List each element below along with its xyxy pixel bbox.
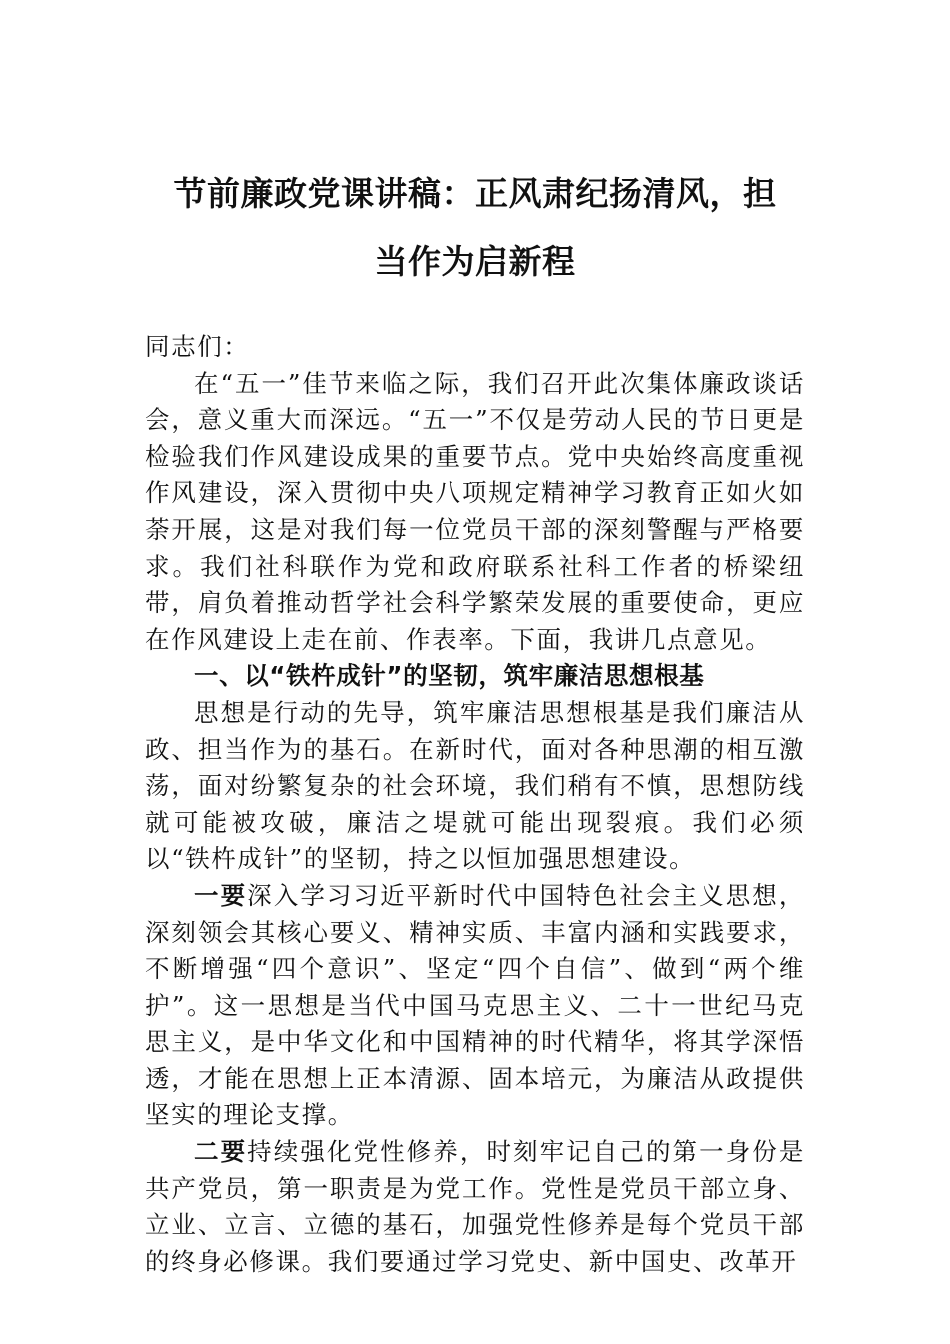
title-line-2: 当作为启新程 xyxy=(374,242,576,281)
salutation: 同志们： xyxy=(145,332,250,361)
section-1-paragraph: 思想是行动的先导，筑牢廉洁思想根基是我们廉洁从政、担当作为的基石。在新时代，面对各种思潮的相互激荡，面对纷繁复杂的社会环境，我们稍有不慎，思想防线就可能被攻破，廉洁之堤就可能出现裂痕。我们必须以“铁杵成针”的坚韧，持之以恒加强思想建设。 xyxy=(145,697,805,874)
document-title xyxy=(145,160,805,296)
point-2-lead: 二要 xyxy=(194,1137,248,1167)
title-line-1: 节前廉政党课讲稿：正风肃纪扬清风，担 xyxy=(173,174,777,213)
point-2-text: 持续强化党性修养，时刻牢记自己的第一身份是共产党员，第一职责是为党工作。党性是党员干部立身、立业、立言、立德的基石，加强党性修养是每个党员干部的终身必修课。我们要通过学习党史、新中国史、改革开 xyxy=(145,1137,805,1276)
point-1-paragraph xyxy=(145,878,805,1134)
section-1-heading: 一、以“铁杵成针”的坚韧，筑牢廉洁思想根基 xyxy=(194,661,705,691)
point-1-lead: 一要 xyxy=(194,880,248,910)
point-2-paragraph xyxy=(145,1134,805,1280)
intro-paragraph: 在“五一”佳节来临之际，我们召开此次集体廉政谈话会，意义重大而深远。“五一”不仅是劳动人民的节日更是检验我们作风建设成果的重要节点。党中央始终高度重视作风建设，深入贯彻中央八项规定精神学习教育正如火如荼开展，这是对我们每一位党员干部的深刻警醒与严格要求。我们社科联作为党和政府联系社科工作者的桥梁纽带，肩负着推动哲学社会科学繁荣发展的重要使命，更应在作风建设上走在前、作表率。下面，我讲几点意见。 xyxy=(145,368,805,654)
point-1-text: 深入学习习近平新时代中国特色社会主义思想，深刻领会其核心要义、精神实质、丰富内涵和实践要求，不断增强“四个意识”、坚定“四个自信”、做到“两个维护”。这一思想是当代中国马克思主义、二十一世纪马克思主义，是中华文化和中国精神的时代精华，将其学深悟透，才能在思想上正本清源、固本培元，为廉洁从政提供坚实的理论支撑。 xyxy=(145,880,805,1130)
document-body xyxy=(145,329,805,1280)
